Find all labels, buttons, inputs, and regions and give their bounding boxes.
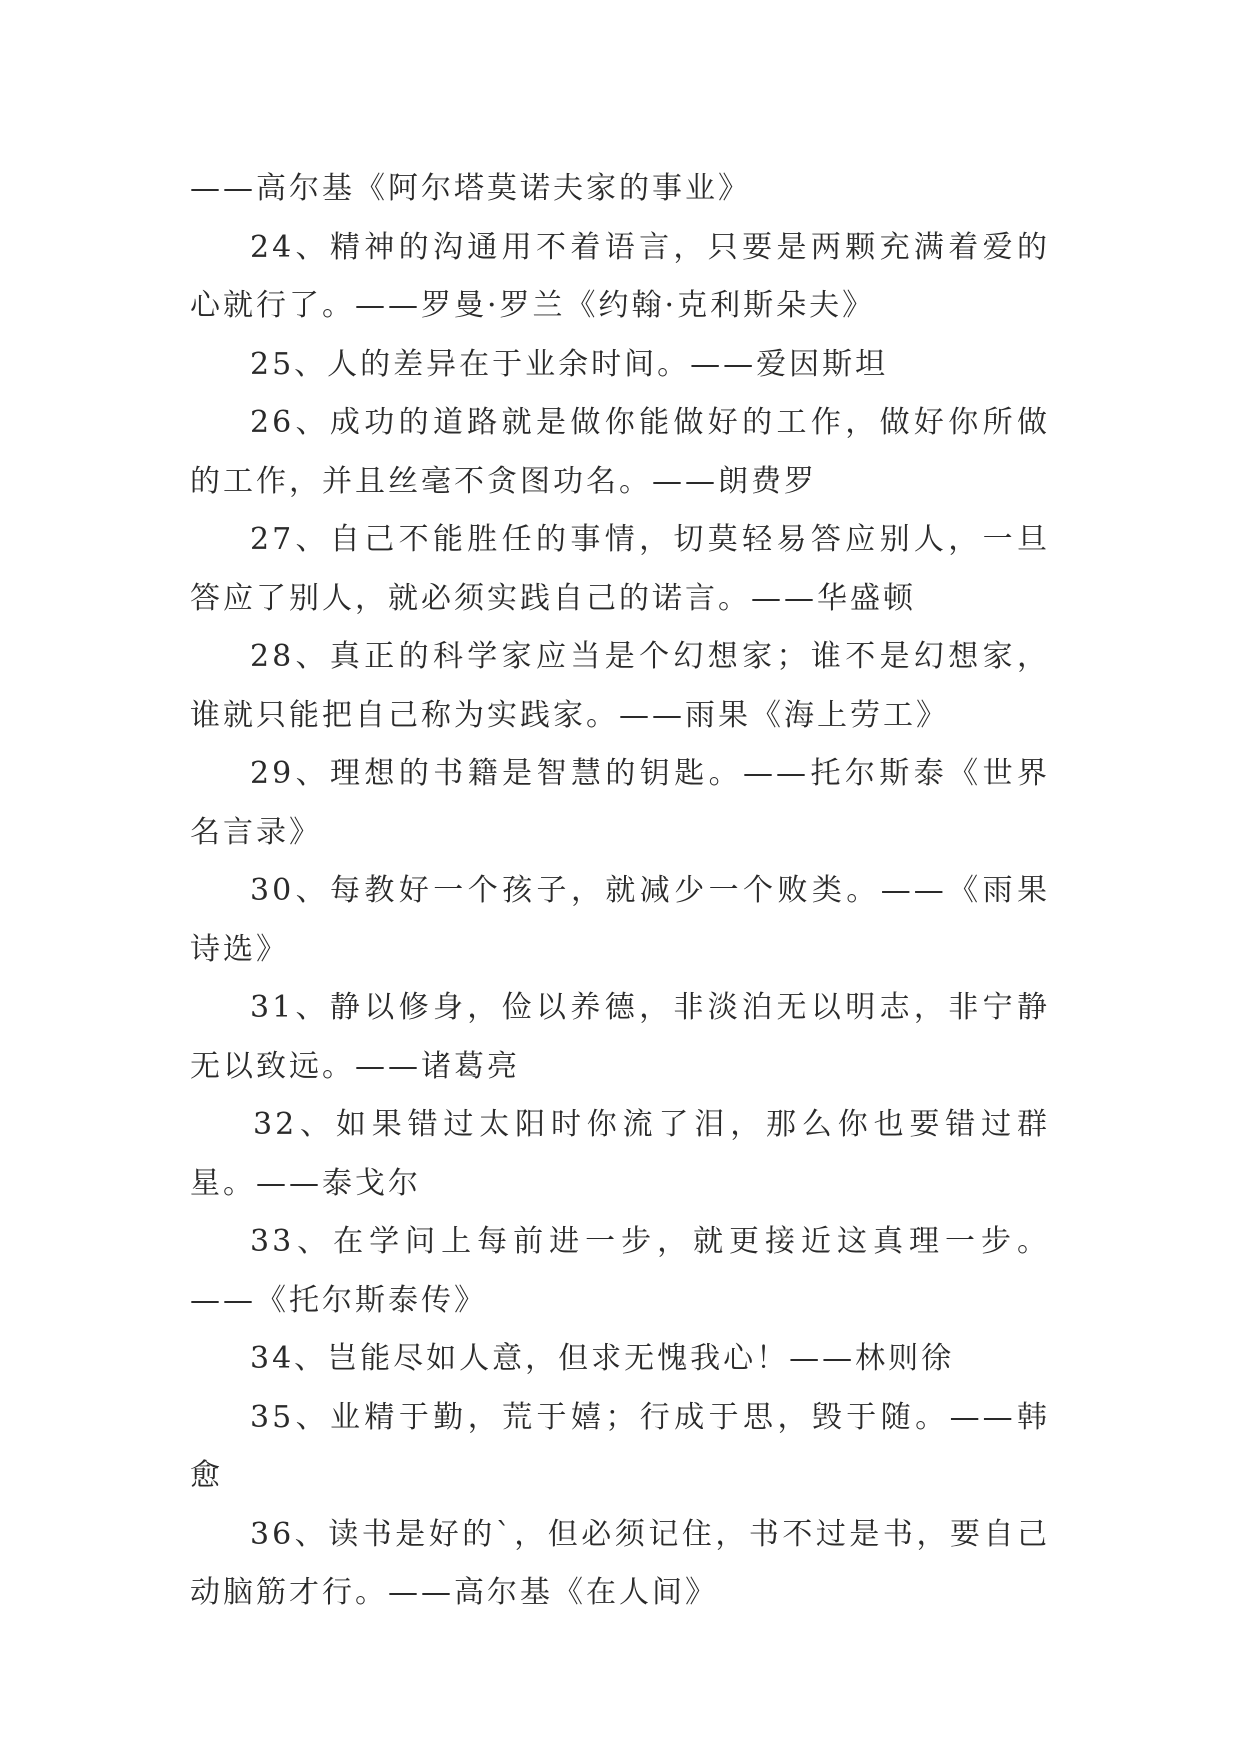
- quote-paragraph: 30、每教好一个孩子，就减少一个败类。——《雨果诗选》: [190, 873, 1050, 967]
- quote-paragraph: ——高尔基《阿尔塔莫诺夫家的事业》: [190, 171, 751, 206]
- quote-paragraph: 33、在学问上每前进一步，就更接近这真理一步。——《托尔斯泰传》: [190, 1224, 1050, 1318]
- quote-paragraph: 34、岂能尽如人意，但求无愧我心！——林则徐: [250, 1341, 955, 1376]
- quote-paragraph: 32、如果错过太阳时你流了泪，那么你也要错过群星。——泰戈尔: [190, 1107, 1050, 1201]
- quote-paragraph: 27、自己不能胜任的事情，切莫轻易答应别人，一旦答应了别人，就必须实践自己的诺言。——华盛顿: [190, 522, 1050, 616]
- quote-list: [190, 160, 1050, 1623]
- quote-paragraph: 35、业精于勤，荒于嬉；行成于思，毁于随。——韩愈: [190, 1399, 1050, 1493]
- quote-paragraph: 31、静以修身，俭以养德，非淡泊无以明志，非宁静无以致远。——诸葛亮: [190, 990, 1050, 1084]
- quote-paragraph: 24、精神的沟通用不着语言，只要是两颗充满着爱的心就行了。——罗曼·罗兰《约翰·克利斯朵夫》: [190, 229, 1050, 323]
- quote-paragraph: 25、人的差异在于业余时间。——爱因斯坦: [250, 346, 889, 382]
- quote-paragraph: 28、真正的科学家应当是个幻想家；谁不是幻想家，谁就只能把自己称为实践家。——雨果《海上劳工》: [190, 639, 1050, 733]
- quote-paragraph: 29、理想的书籍是智慧的钥匙。——托尔斯泰《世界名言录》: [190, 756, 1050, 850]
- quote-paragraph: 36、读书是好的`，但必须记住，书不过是书，要自己动脑筋才行。——高尔基《在人间》: [190, 1516, 1050, 1610]
- quote-paragraph: 26、成功的道路就是做你能做好的工作，做好你所做的工作，并且丝毫不贪图功名。——朗费罗: [190, 405, 1050, 499]
